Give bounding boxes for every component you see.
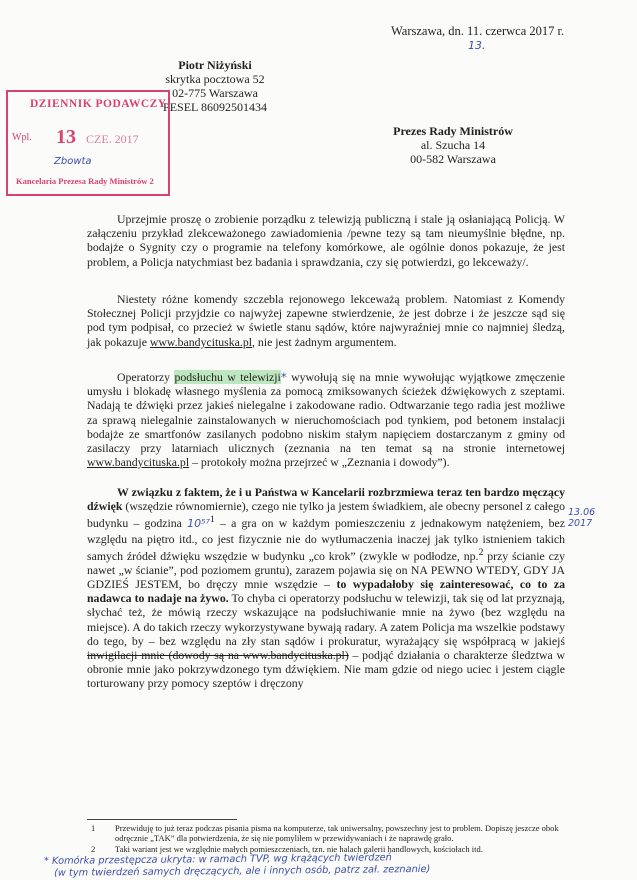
paragraph-3-text: Operatorzy bbox=[117, 370, 175, 384]
website-link[interactable]: www.bandycituska.pl bbox=[87, 455, 190, 470]
note-line-2: (w tym twierdzeń samych dręczących, ale i innych osób, patrz zał. zeznanie) bbox=[54, 863, 431, 879]
footnote-number: 2 bbox=[91, 843, 96, 854]
handwritten-time: 10⁵⁷ bbox=[187, 517, 210, 531]
stamp-office: Kancelaria Prezesa Rady Ministrów 2 bbox=[16, 176, 154, 186]
paragraph-2-text-end: , nie jest żadnym argumentem. bbox=[252, 334, 397, 349]
footnote-number: 1 bbox=[91, 823, 96, 833]
stamp-day: 13 bbox=[56, 126, 76, 148]
footnote-ref-1[interactable]: 1 bbox=[209, 514, 215, 526]
sender-address-line: 02-775 Warszawa bbox=[172, 86, 258, 100]
recipient-address-line: 00-582 Warszawa bbox=[410, 152, 496, 166]
footnote-ref-2[interactable]: 2 bbox=[478, 546, 484, 558]
paragraph-4-text-5: – podjąć działania o charakterze śledztwa w obronie mnie jako pokrzywdzonego tym dźwiękiem. Nie mam gdzie od niego uciec i jestem ciągle torturowany przy pomocy szeptów i dręczony bbox=[87, 648, 565, 691]
stamp-month: CZE. 2017 bbox=[86, 132, 139, 146]
footnotes bbox=[87, 823, 567, 854]
paragraph-4-text: (wszędzie równomiernie), czego nie tylko ja jestem świadkiem, ale obecny personel z całego budynku – godzina bbox=[87, 499, 565, 531]
paragraph-3-text-mid: wywołują się na mnie wywołując wyjątkowe zmęczenie umysłu i blokadę własnego myślenia za pomocą zmiksowanych ścieżek dźwiękowych z szeptami. Nadają te dźwięki przez jakieś nielegalne i zakodowane radio. Odtwarzanie tego radia jest możliwe za sprawą nielegalnie zainstalowanych w nieruchomościach pod tynkiem, pod betonem instalacji bodajże ze smartfonów zasilanych podobno niskim stałym napięciem dostarczanym z gminy od zasilaczy przy latarniach ulicznych (zeznania na ten temat są na stronie internetowej bbox=[87, 370, 565, 456]
highlighted-phrase: podsłuchu w telewizji bbox=[174, 370, 281, 384]
paragraph-4-text-2: – a gra on w każdym pomieszczeniu z jednakowym natężeniem, bez względu na piętro itd., co jest fizycznie nie do wytłumaczenia inaczej jak tylko istnieniem takich samych źródeł dźwięku wszędzie w budynku „co krok” (zwykle w podłodze, np. bbox=[87, 516, 565, 563]
struck-through-text: inwigilacji mnie (dowody są na www.bandycituska.pl) bbox=[87, 648, 349, 663]
website-link[interactable]: www.bandycituska.pl bbox=[149, 334, 253, 349]
reception-stamp bbox=[6, 90, 170, 196]
stamp-signature: Zbowta bbox=[54, 156, 92, 167]
recipient-address-line: al. Szucha 14 bbox=[420, 138, 486, 152]
note-asterisk: * bbox=[43, 855, 49, 867]
footnote-text: Przewiduję to już teraz podczas pisania pisma na komputerze, tak uniwersalny, powszechny jest to problem. Dopiszę jeszcze obok odręcznie „TAK” dla potwierdzenia, że się nie pomyliłem w przewidywaniach i że naprawdę grało. bbox=[115, 823, 559, 844]
sender-address-line: skrytka pocztowa 52 bbox=[165, 72, 265, 86]
footnote-1 bbox=[87, 823, 567, 844]
recipient-block bbox=[378, 124, 528, 166]
bold-statement-2: to wypadałoby się zainteresować, co to za nadawca to nadaje na żywo. bbox=[87, 577, 565, 606]
stamp-title: DZIENNIK PODAWCZY bbox=[30, 98, 167, 110]
paragraph-3 bbox=[87, 370, 565, 469]
recipient-name: Prezes Rady Ministrów bbox=[393, 124, 513, 138]
bold-statement: W związku z faktem, że i u Państwa w Kancelarii rozbrzmiewa teraz ten bardzo męczący dźwięk bbox=[87, 485, 565, 514]
stamp-wpl-label: Wpl. bbox=[12, 132, 32, 143]
paragraph-2-text: Niestety różne komendy szczebla rejonowego lekceważą problem. Natomiast z Komendy Stołecznej Policji przyjdzie co najwyżej zapewne stwierdzenie, że jest dobrze i że jeszcze sąd się pod tym podpisał, co przecież w świetle stanu sądów, które najwyraźniej mnie co najmniej śledzą, jak pokazuje bbox=[87, 292, 565, 349]
margin-handwritten-date: 13.06 2017 bbox=[568, 507, 596, 529]
handwritten-date-correction: 13. bbox=[468, 39, 486, 52]
note-line-1: Komórka przestępcza ukryta: w ramach TVP, wg krążących twierdzeń bbox=[51, 852, 392, 867]
footnote-divider bbox=[87, 819, 237, 820]
sender-name: Piotr Niżyński bbox=[178, 58, 252, 72]
handwritten-note bbox=[44, 850, 604, 880]
paragraph-3-text-end: – protokoły można przejrzeć w „Zeznania i dowody”). bbox=[189, 455, 450, 470]
paragraph-4-text-4: To chyba ci operatorzy podsłuchu w telewizji, tak się od lat przyznają, słychać też, że mówią rzeczy wskazujące na podsłuchiwanie mnie na żywo (bez względu na miejsce). A do takich rzeczy wykorzystywane bywają radary. A zatem Policja ma wszelkie podstawy do tego, by – bez względu na zły stan sądów i prokuratur, wyrażający się współpracą w jakiejś bbox=[87, 591, 565, 648]
footnote-text: Taki wariant jest we względnie małych pomieszczeniach, tzn. nie halach galerii handlowych, kościołach itd. bbox=[115, 843, 483, 854]
letter-date: Warszawa, dn. 11. czerwca 2017 r. bbox=[391, 24, 565, 38]
paragraph-1: Uprzejmie proszę o zrobienie porządku z telewizją publiczną i stale ją osłaniającą Policją. W załączeniu przykład zlekceważonego zawiadomienia /pewne tezy są tam nieumyślnie błędne, np. bodajże o Sygnity czy o programie na telefony komórkowe, ale ogólnie donos pokazuje, że jest problem, a Policja natychmiast bez badania i sprawdzania, czy się potwierdzi, go lekceważy/. bbox=[87, 212, 565, 269]
paragraph-4 bbox=[87, 485, 565, 691]
paragraph-4-text-3: przy ścianie czy nawet „w ścianie”, pod poziomem gruntu), zarazem pojawia się on NA PEWNO WTEDY, GDY JA GDZIEŚ JESTEM, bo dręczy mnie wszędzie – bbox=[87, 548, 566, 592]
paragraph-2 bbox=[87, 292, 565, 349]
sender-pesel: PESEL 86092501434 bbox=[163, 100, 267, 114]
asterisk-mark: * bbox=[280, 370, 287, 384]
